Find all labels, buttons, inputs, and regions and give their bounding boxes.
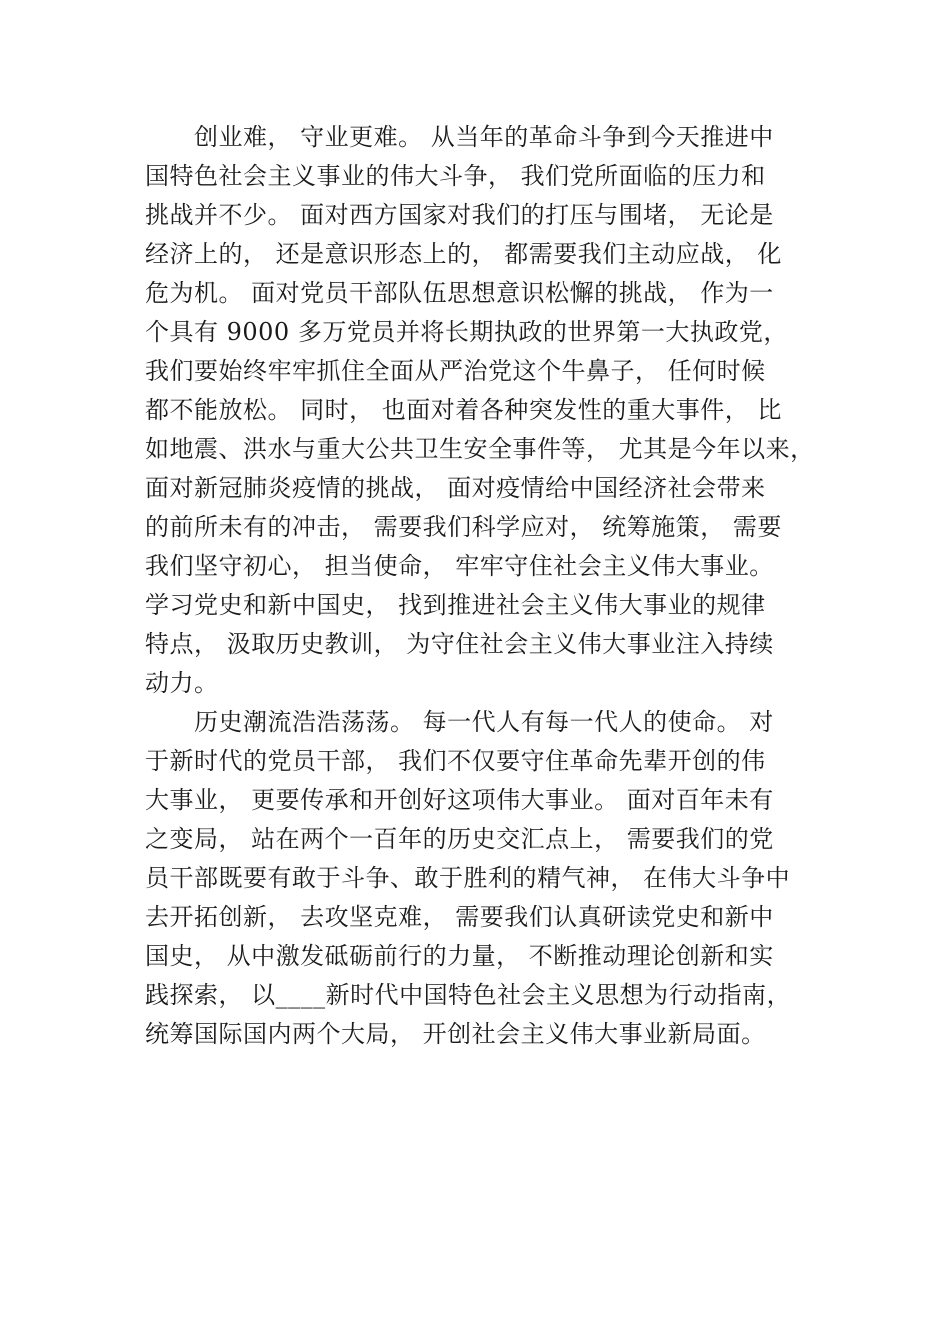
- paragraph-2: [145, 703, 815, 1054]
- text-line: 员干部既要有敢于斗争、敢于胜利的精气神， 在伟大斗争中: [145, 864, 791, 892]
- text-line: 践探索， 以____新时代中国特色社会主义思想为行动指南，: [145, 981, 792, 1009]
- text-line: 动力。: [145, 669, 219, 697]
- text-line: 大事业， 更要传承和开创好这项伟大事业。 面对百年未有: [145, 786, 774, 814]
- text-line: 危为机。 面对党员干部队伍思想意识松懈的挑战， 作为一: [145, 279, 774, 307]
- document-body: [145, 118, 815, 1054]
- text-line: 国特色社会主义事业的伟大斗争， 我们党所面临的压力和: [145, 162, 766, 190]
- text-line: 学习党史和新中国史， 找到推进社会主义伟大事业的规律: [145, 591, 766, 619]
- text-line: 挑战并不少。 面对西方国家对我们的打压与围堵， 无论是: [145, 201, 774, 229]
- text-line: 个具有 9000 多万党员并将长期执政的世界第一大执政党，: [145, 318, 788, 346]
- text-line: 特点， 汲取历史教训， 为守住社会主义伟大事业注入持续: [145, 630, 774, 658]
- text-line: 创业难， 守业更难。 从当年的革命斗争到今天推进中: [145, 123, 774, 151]
- text-line: 统筹国际国内两个大局， 开创社会主义伟大事业新局面。: [145, 1020, 766, 1048]
- text-line: 如地震、洪水与重大公共卫生安全事件等， 尤其是今年以来，: [145, 435, 815, 463]
- text-line: 的前所未有的冲击， 需要我们科学应对， 统筹施策， 需要: [145, 513, 782, 541]
- text-line: 国史， 从中激发砥砺前行的力量， 不断推动理论创新和实: [145, 942, 774, 970]
- text-line: 我们坚守初心， 担当使命， 牢牢守住社会主义伟大事业。: [145, 552, 774, 580]
- text-line: 都不能放松。 同时， 也面对着各种突发性的重大事件， 比: [145, 396, 782, 424]
- text-line: 历史潮流浩浩荡荡。 每一代人有每一代人的使命。 对: [145, 708, 774, 736]
- paragraph-1: [145, 118, 815, 703]
- text-line: 面对新冠肺炎疫情的挑战， 面对疫情给中国经济社会带来: [145, 474, 766, 502]
- text-line: 之变局， 站在两个一百年的历史交汇点上， 需要我们的党: [145, 825, 774, 853]
- text-line: 经济上的， 还是意识形态上的， 都需要我们主动应战， 化: [145, 240, 782, 268]
- text-line: 于新时代的党员干部， 我们不仅要守住革命先辈开创的伟: [145, 747, 766, 775]
- text-line: 去开拓创新， 去攻坚克难， 需要我们认真研读党史和新中: [145, 903, 774, 931]
- text-line: 我们要始终牢牢抓住全面从严治党这个牛鼻子， 任何时候: [145, 357, 766, 385]
